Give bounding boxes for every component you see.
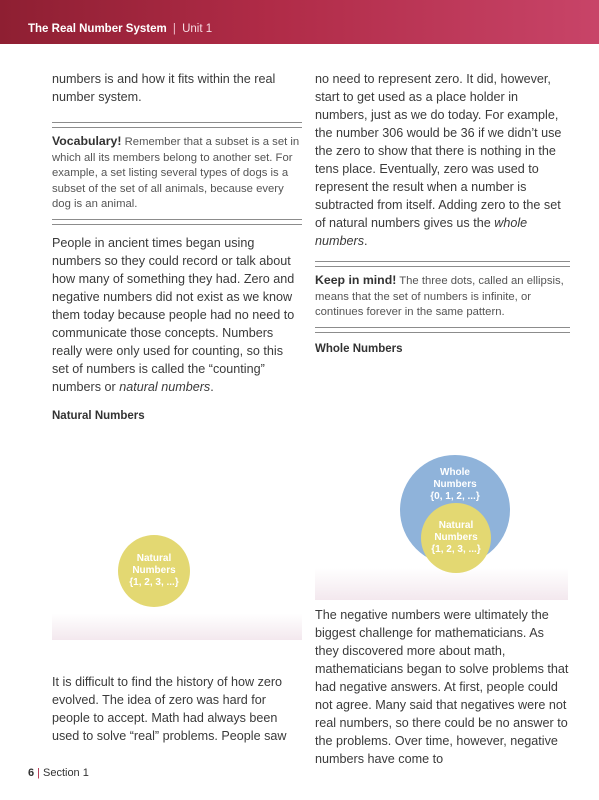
circle-label-line1: Whole bbox=[440, 467, 470, 478]
natural-numbers-heading: Natural Numbers bbox=[52, 409, 145, 422]
paragraph-text: no need to represent zero. It did, however, start to get used as a place holder in numbers, just as we do today. For example, the number 306 would be 36 if we didn’t use the zero to show that there is nothing in the tens place. Eventually, zero was used to represent the result when a number is subtracted from itself. Adding zero to the set of natural numbers gives us the bbox=[315, 72, 562, 230]
circle-set-notation: {0, 1, 2, ...} bbox=[430, 491, 480, 502]
whole-numbers-heading: Whole Numbers bbox=[315, 342, 403, 355]
right-column bbox=[315, 70, 570, 355]
circle-label-line2: Numbers bbox=[433, 479, 477, 490]
header-unit: Unit 1 bbox=[182, 23, 213, 35]
natural-numbers-circle bbox=[118, 535, 190, 607]
page-footer bbox=[28, 767, 89, 779]
page-number: 6 bbox=[28, 767, 35, 779]
keep-in-mind-label: Keep in mind! bbox=[315, 273, 397, 287]
circle-set-notation: {1, 2, 3, ...} bbox=[129, 577, 179, 588]
intro-paragraph: numbers is and how it fits within the real number system. bbox=[52, 72, 276, 104]
left-column bbox=[52, 70, 302, 422]
paragraph-end: . bbox=[210, 379, 214, 394]
circle-label-line2: Numbers bbox=[434, 532, 478, 543]
keep-in-mind-callout bbox=[315, 267, 570, 327]
vocabulary-text: Remember that a subset is a set in which all its members belong to another set. For example, a set listing several types of dogs is a subset of the set of all animals, because every dog is an animal. bbox=[52, 136, 300, 210]
paragraph-text: People in ancient times began using numbers so they could record or talk about how many of something they had. Zero and negative numbers did not exist as we know them today because people had no need to communicate those concepts. Numbers really were only used for counting, so this set of numbers is called the “counting” numbers or bbox=[52, 235, 295, 394]
circle-label-line1: Natural bbox=[438, 520, 474, 531]
negative-numbers-paragraph: The negative numbers were ultimately the biggest challenge for mathematicians. As they discovered more about math, mathematicians began to solve problems that had negative answers. At first, people could not agree. Many said that negatives were not real numbers, so there could be no answer to the problems. Over time, however, negative numbers have come to bbox=[315, 608, 569, 766]
zero-placeholder-paragraph bbox=[315, 70, 570, 250]
header-separator: | bbox=[172, 23, 176, 35]
circle-label-line1: Natural bbox=[136, 553, 172, 564]
circle-label-line2: Numbers bbox=[132, 565, 176, 576]
keep-in-mind-text: The three dots, called an ellipsis, means that the set of numbers is infinite, or continues forever in the same pattern. bbox=[315, 275, 564, 318]
circle-set-notation: {1, 2, 3, ...} bbox=[431, 544, 481, 555]
header-bar bbox=[0, 0, 599, 44]
vocabulary-callout bbox=[52, 128, 302, 219]
inner-natural-numbers-circle bbox=[421, 503, 491, 573]
header-title: The Real Number System bbox=[28, 23, 167, 35]
natural-numbers-figure bbox=[52, 520, 302, 640]
ancient-numbers-paragraph bbox=[52, 234, 302, 396]
whole-numbers-term: whole numbers bbox=[315, 216, 528, 248]
vocabulary-label: Vocabulary! bbox=[52, 134, 122, 148]
zero-history-paragraph: It is difficult to find the history of how zero evolved. The idea of zero was hard for people to accept. Math had always been used to solve “real” problems. People saw bbox=[52, 675, 287, 743]
footer-separator: | bbox=[37, 767, 40, 779]
running-header bbox=[28, 23, 212, 35]
paragraph-end: . bbox=[364, 234, 368, 248]
footer-section: Section 1 bbox=[42, 767, 89, 779]
natural-numbers-term: natural numbers bbox=[119, 379, 211, 394]
whole-numbers-figure bbox=[315, 455, 568, 600]
